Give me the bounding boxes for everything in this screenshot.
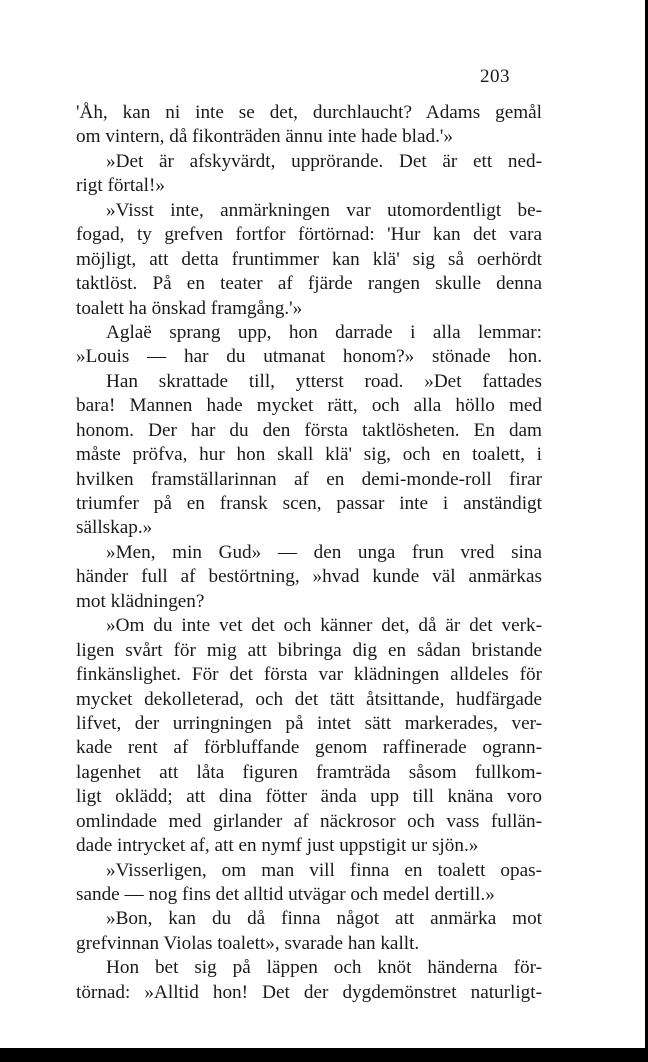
text-line: möjligt, att detta fruntimmer kan klä' sig så oerhördt — [76, 248, 542, 270]
text-line: »Louis — har du utmanat honom?» stönade hon. — [76, 346, 542, 368]
text-line: »Om du inte vet det och känner det, då är det verk- — [106, 615, 542, 637]
text-line: fogad, ty grefven fortfor förtörnad: 'Hur kan det vara — [76, 224, 542, 246]
text-line: kade rent af förbluffande genom raffinerade ogrann- — [76, 737, 542, 759]
text-line: »Men, min Gud» — den unga frun vred sina — [106, 541, 542, 563]
text-line: »Visserligen, om man vill finna en toalett opas- — [106, 859, 542, 881]
text-line: rigt förtal!» — [76, 175, 165, 197]
text-line: Han skrattade till, ytterst road. »Det fattades — [106, 370, 542, 392]
text-line: toalett ha önskad framgång.'» — [76, 297, 303, 319]
text-line: »Bon, kan du då finna något att anmärka mot — [106, 908, 542, 930]
text-line: »Visst inte, anmärkningen var utomordentligt be- — [106, 199, 542, 221]
text-line: 'Åh, kan ni inte se det, durchlaucht? Adams gemål — [76, 102, 542, 123]
text-line: dade intrycket af, att en nymf just uppstigit ur sjön.» — [76, 835, 479, 857]
text-line: taktlöst. På en teater af fjärde rangen skulle denna — [76, 273, 542, 295]
text-line: hvilken framställarinnan af en demi-monde-roll firar — [76, 468, 542, 490]
text-line: ligen svårt för mig att bibringa dig en sådan bristande — [76, 639, 542, 661]
text-line: Hon bet sig på läppen och knöt händerna för- — [106, 957, 542, 979]
text-line: triumfer på en fransk scen, passar inte i anständigt — [76, 493, 542, 514]
text-line: honom. Der har du den första taktlösheten. En dam — [76, 419, 542, 441]
text-line: Aglaë sprang upp, hon darrade i alla lemmar: — [106, 321, 542, 343]
text-line: ligt oklädd; att dina fötter ända upp till knäna voro — [76, 786, 542, 808]
text-line: om vintern, då fikonträden ännu inte hade blad.'» — [76, 126, 453, 148]
page-number: 203 — [480, 66, 510, 87]
text-line: lagenhet att låta figuren framträda såsom fullkom- — [76, 761, 542, 783]
text-line: törnad: »Alltid hon! Det der dygdemönstret naturligt- — [76, 981, 542, 1003]
text-line: mot klädningen? — [76, 590, 205, 612]
text-body — [76, 101, 542, 1005]
text-line: lifvet, der urringningen på intet sätt markerades, ver- — [76, 712, 542, 734]
text-line: måste pröfva, hur hon skall klä' sig, och en toalett, i — [76, 444, 542, 466]
text-line: händer full af bestörtning, »hvad kunde väl anmärkas — [76, 566, 542, 588]
text-line: »Det är afskyvärdt, upprörande. Det är ett ned- — [106, 150, 542, 172]
text-line: finkänslighet. För det första var klädningen alldeles för — [76, 664, 542, 686]
text-line: bara! Mannen hade mycket rätt, och alla höllo med — [76, 395, 542, 417]
scan-edge-bottom — [0, 1048, 648, 1062]
text-line: sällskap.» — [76, 517, 153, 539]
text-line: sande — nog fins det alltid utvägar och medel dertill.» — [76, 884, 495, 905]
text-line: mycket dekolleterad, och det tätt åtsittande, hudfärgade — [76, 688, 542, 710]
text-line: omlindade med girlander af näckrosor och vass fullän- — [76, 810, 542, 832]
text-line: grefvinnan Violas toalett», svarade han kallt. — [76, 932, 420, 954]
